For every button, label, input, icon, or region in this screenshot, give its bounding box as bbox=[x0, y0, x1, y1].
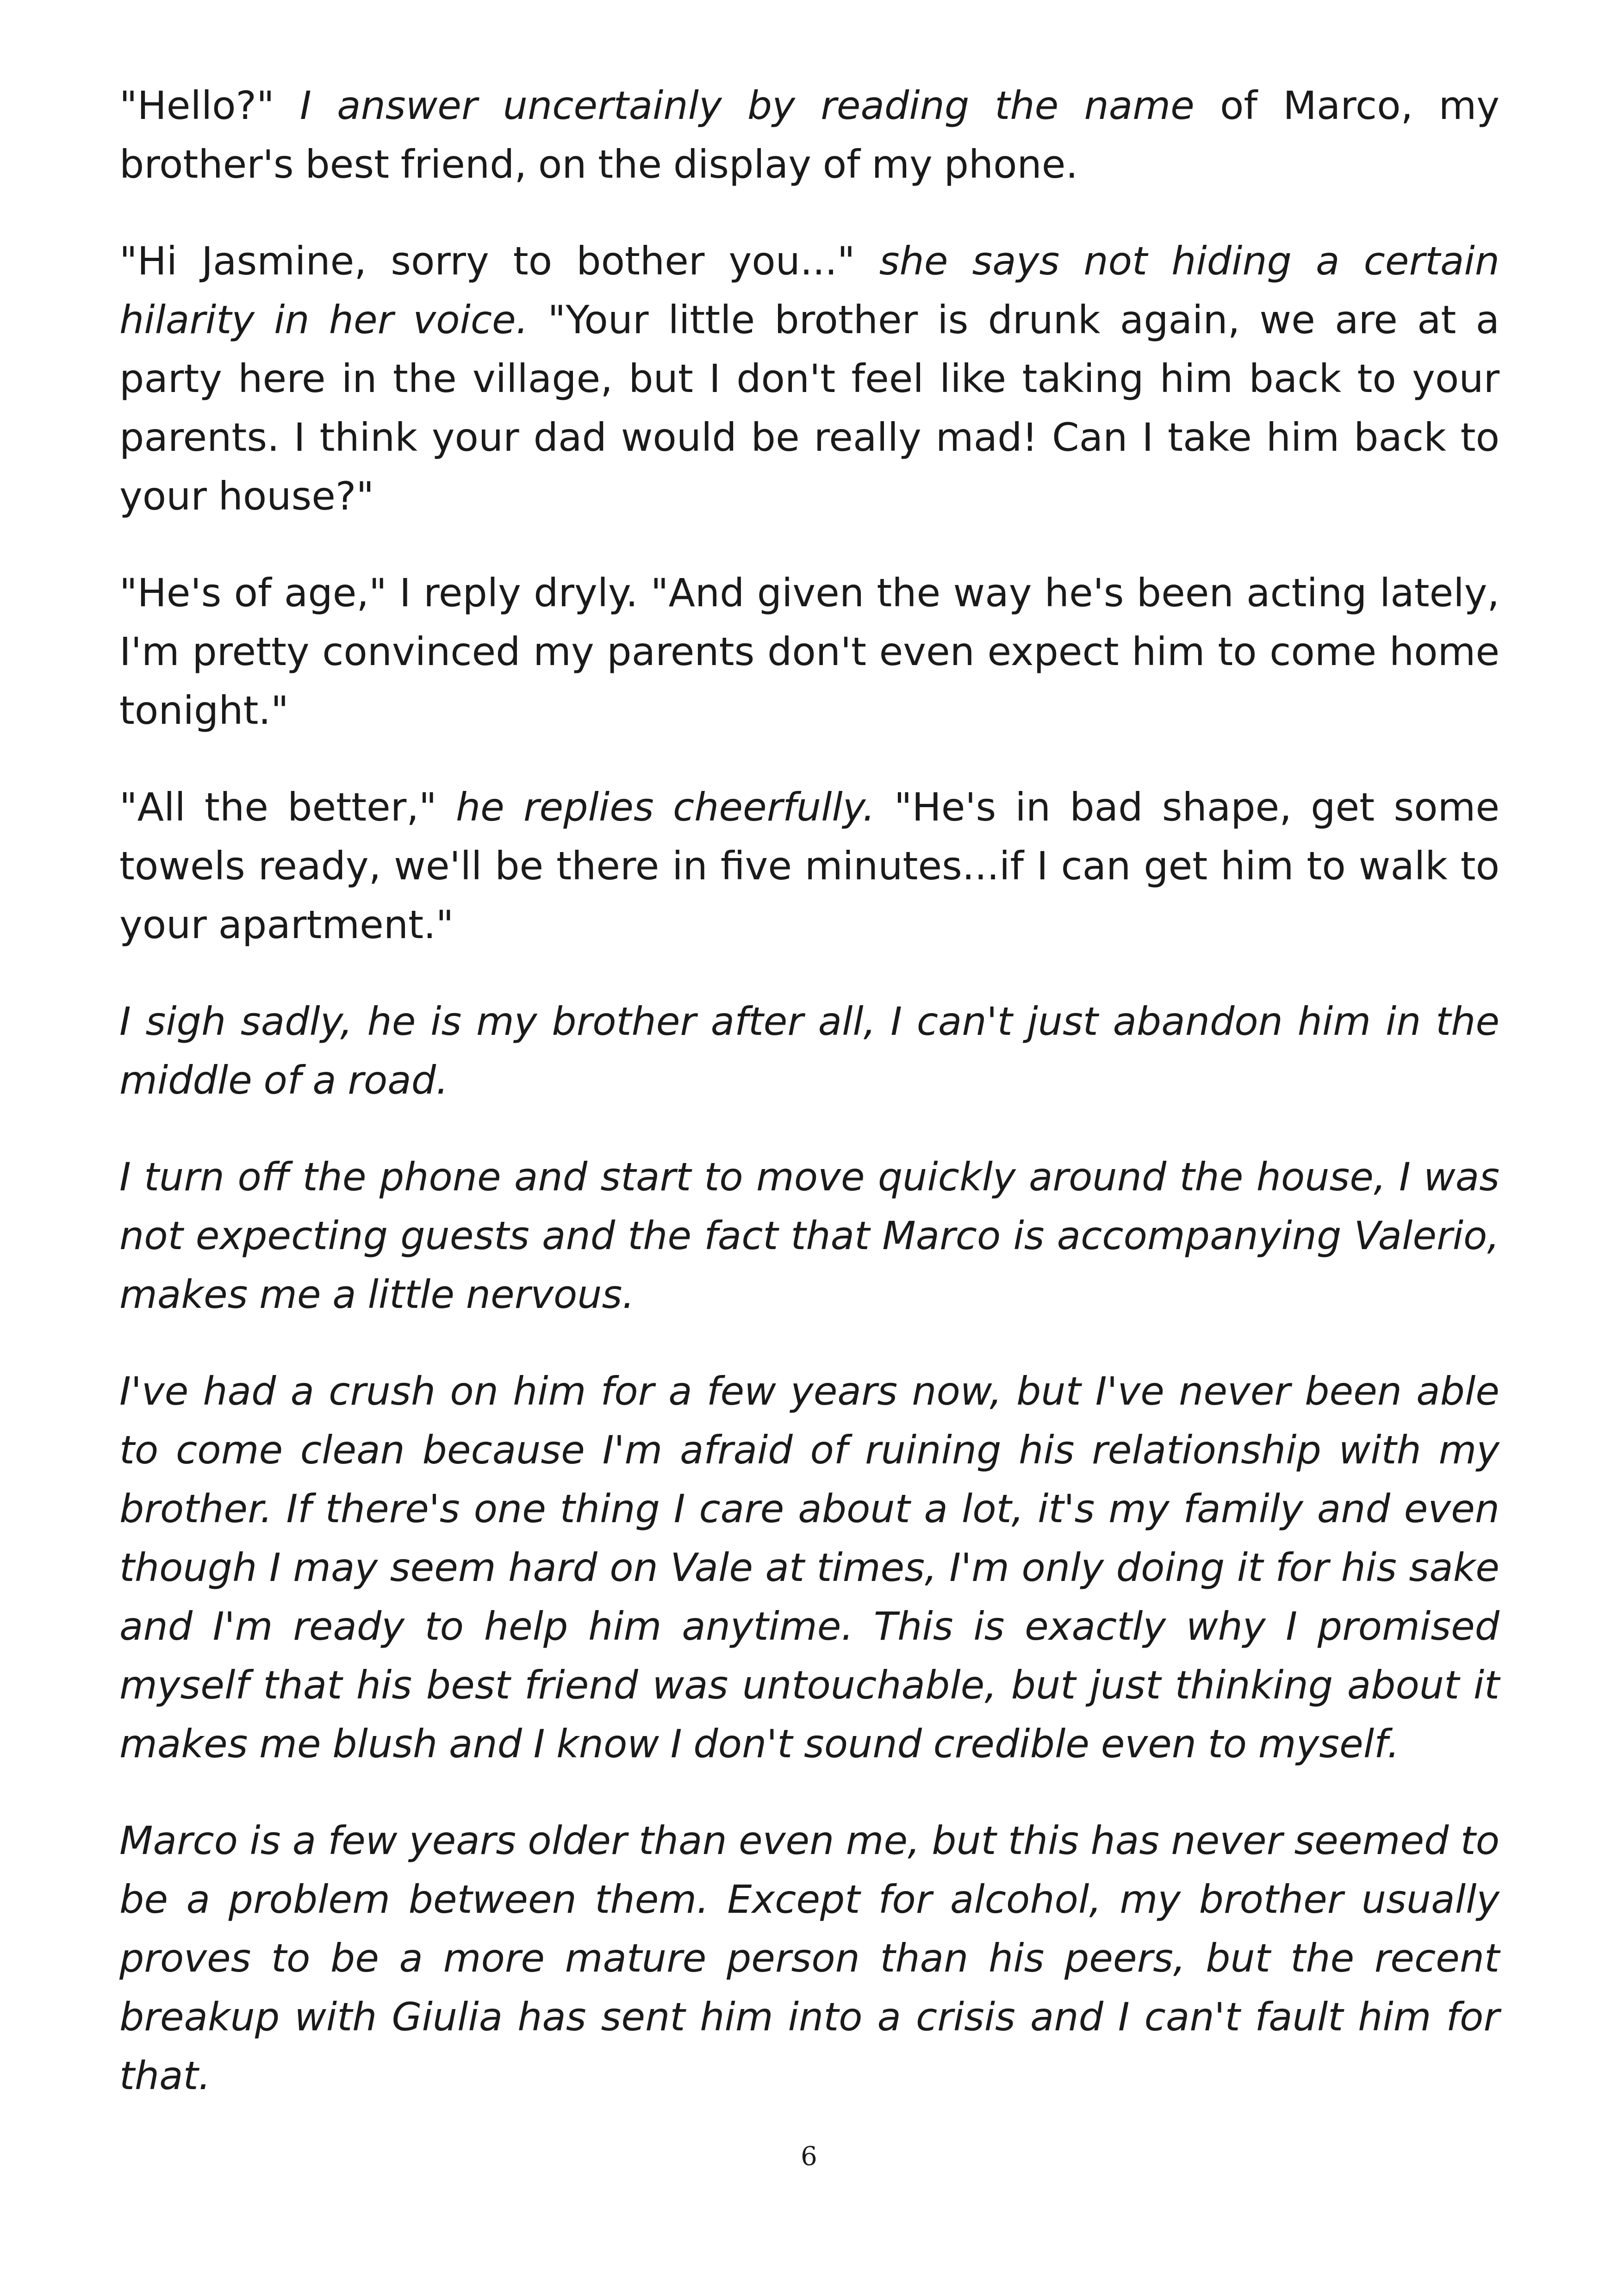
paragraph bbox=[119, 564, 1500, 740]
paragraph bbox=[119, 992, 1500, 1110]
paragraph bbox=[119, 232, 1500, 526]
paragraph bbox=[119, 1811, 1500, 2105]
text-segment: of Marco, my brother's best friend, on the display of my phone. bbox=[119, 83, 1500, 187]
text-segment: "All the better," bbox=[119, 784, 456, 830]
text-segment: "Hi Jasmine, sorry to bother you..." bbox=[119, 238, 879, 284]
text-segment: he replies cheerfully. bbox=[455, 784, 875, 830]
text-segment: I answer uncertainly by reading the name bbox=[300, 83, 1220, 128]
text-segment: I reply dryly. bbox=[399, 570, 638, 616]
paragraph bbox=[119, 1148, 1500, 1324]
paragraph bbox=[119, 778, 1500, 954]
text-segment: she says not hiding a certain hilarity in her voice. bbox=[119, 238, 1500, 342]
paragraph bbox=[119, 76, 1500, 194]
text-segment: "Hello?" bbox=[119, 83, 300, 128]
page-number: 6 bbox=[801, 2141, 817, 2172]
paragraph bbox=[119, 1362, 1500, 1773]
text-segment: I sigh sadly, he is my brother after all, I can't just abandon him in the middle of a road. bbox=[119, 999, 1500, 1103]
text-segment: "He's in bad shape, get some towels ready, we'll be there in five minutes...if I can get him to walk to your apartment." bbox=[119, 784, 1500, 947]
text-segment: "He's of age," bbox=[119, 570, 400, 616]
text-segment: "And given the way he's been acting lately, I'm pretty convinced my parents don't even expect him to come home tonight." bbox=[119, 570, 1500, 733]
text-segment: "Your little brother is drunk again, we are at a party here in the village, but I don't feel like taking him back to your parents. I think your dad would be really mad! Can I take him back to your house?" bbox=[119, 297, 1500, 519]
text-segment: I've had a crush on him for a few years now, but I've never been able to come clean because I'm afraid of ruining his relationship with my brother. If there's one thing I care about a lot, it's my family and even though I may seem hard on Vale at times, I'm only doing it for his sake and I'm ready to help him anytime. This is exactly why I promised myself that his best friend was untouchable, but just thinking about it makes me blush and I know I don't sound credible even to myself. bbox=[119, 1369, 1500, 1767]
body-text bbox=[119, 76, 1500, 2143]
text-segment: Marco is a few years older than even me, but this has never seemed to be a problem between them. Except for alcohol, my brother usually proves to be a more mature person than his peers, but the recent breakup with Giulia has sent him into a crisis and I can't fault him for that. bbox=[119, 1818, 1500, 2098]
text-segment: I turn off the phone and start to move quickly around the house, I was not expecting guests and the fact that Marco is accompanying Valerio, makes me a little nervous. bbox=[119, 1154, 1500, 1317]
